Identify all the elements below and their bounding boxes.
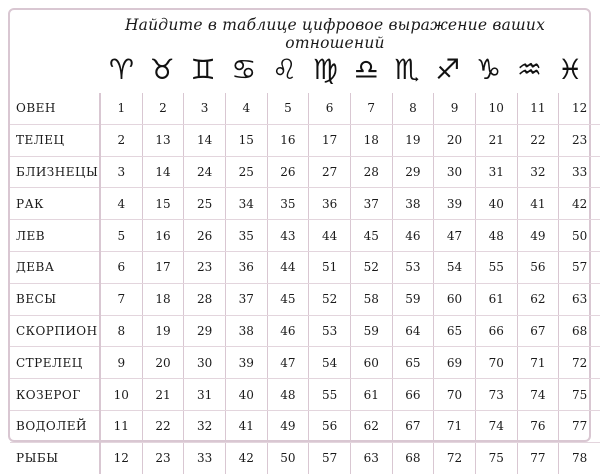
table-cell: 34 — [225, 188, 267, 220]
table-cell: 33 — [559, 156, 600, 188]
zodiac-icons-header — [101, 50, 591, 90]
table-row — [10, 124, 600, 156]
table-cell: 41 — [225, 410, 267, 442]
table-cell: 53 — [392, 251, 434, 283]
table-cell: 56 — [309, 410, 351, 442]
table-cell: 57 — [309, 442, 351, 473]
table-cell: 71 — [434, 410, 476, 442]
table-cell: 72 — [434, 442, 476, 473]
table-cell: 36 — [225, 251, 267, 283]
table-cell: 53 — [309, 315, 351, 347]
table-cell: 44 — [309, 220, 351, 252]
table-cell: 2 — [100, 124, 142, 156]
table-cell: 75 — [559, 379, 600, 411]
table-cell: 18 — [142, 283, 184, 315]
row-sign-label: ЛЕВ — [10, 220, 100, 252]
table-cell: 30 — [184, 347, 226, 379]
table-cell: 26 — [184, 220, 226, 252]
row-sign-label: РЫБЫ — [10, 442, 100, 473]
table-cell: 16 — [267, 124, 309, 156]
table-cell: 45 — [350, 220, 392, 252]
table-cell: 4 — [100, 188, 142, 220]
table-cell: 55 — [309, 379, 351, 411]
table-cell: 54 — [309, 347, 351, 379]
table-cell: 3 — [100, 156, 142, 188]
table-cell: 23 — [142, 442, 184, 473]
table-cell: 78 — [571, 451, 588, 466]
table-cell: 25 — [225, 156, 267, 188]
table-cell: 31 — [475, 156, 517, 188]
table-cell: 40 — [475, 188, 517, 220]
table-cell: 7 — [100, 283, 142, 315]
table-cell: 63 — [350, 442, 392, 473]
table-cell: 12 — [100, 442, 142, 473]
table-cell: 72 — [559, 347, 600, 379]
table-cell: 48 — [267, 379, 309, 411]
table-cell: 13 — [142, 124, 184, 156]
table-cell: 31 — [184, 379, 226, 411]
row-sign-label: СТРЕЛЕЦ — [10, 347, 100, 379]
table-cell: 16 — [142, 220, 184, 252]
scorpio-icon: ♏ — [394, 53, 420, 86]
pisces-icon: ♓ — [557, 53, 583, 86]
table-cell: 25 — [184, 188, 226, 220]
sagittarius-icon: ♐ — [435, 53, 461, 86]
aquarius-icon: ♒ — [516, 53, 542, 86]
table-cell: 68 — [559, 315, 600, 347]
table-cell: 41 — [517, 188, 559, 220]
table-cell: 70 — [434, 379, 476, 411]
table-cell: 19 — [142, 315, 184, 347]
table-row — [10, 410, 600, 442]
table-cell: 28 — [350, 156, 392, 188]
table-cell: 3 — [184, 93, 226, 124]
virgo-icon: ♍ — [312, 53, 338, 86]
table-cell: 45 — [267, 283, 309, 315]
table-cell: 73 — [475, 379, 517, 411]
table-cell: 36 — [309, 188, 351, 220]
table-cell: 48 — [475, 220, 517, 252]
table-cell: 27 — [309, 156, 351, 188]
table-cell: 19 — [392, 124, 434, 156]
table-cell: 32 — [184, 410, 226, 442]
table-cell: 10 — [475, 93, 517, 124]
table-cell: 50 — [267, 442, 309, 473]
table-cell: 59 — [350, 315, 392, 347]
table-cell: 69 — [434, 347, 476, 379]
table-cell: 60 — [434, 283, 476, 315]
table-cell: 33 — [184, 442, 226, 473]
table-cell: 11 — [517, 93, 559, 124]
row-sign-label: ВЕСЫ — [10, 283, 100, 315]
table-cell: 42 — [225, 442, 267, 473]
table-cell: 14 — [184, 124, 226, 156]
table-cell: 20 — [142, 347, 184, 379]
row-sign-label: ТЕЛЕЦ — [10, 124, 100, 156]
table-cell: 26 — [267, 156, 309, 188]
cancer-icon: ♋ — [231, 53, 257, 86]
table-cell: 59 — [392, 283, 434, 315]
table-cell: 17 — [309, 124, 351, 156]
row-sign-label: РАК — [10, 188, 100, 220]
table-cell: 37 — [350, 188, 392, 220]
table-cell: 43 — [267, 220, 309, 252]
table-cell: 66 — [392, 379, 434, 411]
table-cell: 22 — [142, 410, 184, 442]
table-cell: 38 — [225, 315, 267, 347]
table-cell: 15 — [225, 124, 267, 156]
table-cell: 14 — [142, 156, 184, 188]
table-cell: 7 — [350, 93, 392, 124]
table-cell: 15 — [142, 188, 184, 220]
table-cell: 4 — [225, 93, 267, 124]
table-cell: 18 — [350, 124, 392, 156]
table-cell: 62 — [517, 283, 559, 315]
table-cell: 60 — [350, 347, 392, 379]
table-cell: 66 — [475, 315, 517, 347]
table-cell: 75 — [475, 442, 517, 473]
table-cell: 47 — [267, 347, 309, 379]
table-row — [10, 251, 600, 283]
table-cell: 49 — [517, 220, 559, 252]
table-cell: 44 — [267, 251, 309, 283]
table-cell: 6 — [100, 251, 142, 283]
table-cell: 10 — [100, 379, 142, 411]
page-title: Найдите в таблице цифровое выражение ваших отношений — [124, 16, 546, 52]
row-sign-label: ДЕВА — [10, 251, 100, 283]
table-row — [10, 188, 600, 220]
table-cell: 40 — [225, 379, 267, 411]
table-cell: 42 — [559, 188, 600, 220]
row-sign-label: ОВЕН — [10, 93, 100, 124]
compatibility-table — [10, 93, 600, 474]
table-cell: 52 — [309, 283, 351, 315]
table-row — [10, 283, 600, 315]
table-cell: 12 — [559, 93, 600, 124]
table-cell: 39 — [434, 188, 476, 220]
table-cell: 61 — [475, 283, 517, 315]
table-cell: 68 — [392, 442, 434, 473]
table-cell: 37 — [225, 283, 267, 315]
table-cell: 22 — [517, 124, 559, 156]
table-cell: 32 — [517, 156, 559, 188]
table-cell: 47 — [434, 220, 476, 252]
table-cell: 29 — [184, 315, 226, 347]
capricorn-icon: ♑ — [476, 53, 502, 86]
table-row — [10, 347, 600, 379]
table-cell: 65 — [392, 347, 434, 379]
table-cell: 2 — [142, 93, 184, 124]
table-row — [10, 156, 600, 188]
table-cell: 63 — [559, 283, 600, 315]
table-cell: 64 — [392, 315, 434, 347]
table-cell: 55 — [475, 251, 517, 283]
table-cell: 50 — [559, 220, 600, 252]
table-cell: 71 — [517, 347, 559, 379]
table-cell: 29 — [392, 156, 434, 188]
table-cell: 5 — [100, 220, 142, 252]
table-cell: 54 — [434, 251, 476, 283]
table-cell: 70 — [475, 347, 517, 379]
table-cell: 8 — [392, 93, 434, 124]
taurus-icon: ♉ — [149, 53, 175, 86]
table-cell: 20 — [434, 124, 476, 156]
table-cell: 57 — [559, 251, 600, 283]
table-row — [10, 93, 600, 124]
table-cell: 38 — [392, 188, 434, 220]
table-cell: 52 — [350, 251, 392, 283]
table-cell: 6 — [309, 93, 351, 124]
table-cell: 21 — [142, 379, 184, 411]
table-cell: 76 — [517, 410, 559, 442]
table-cell: 51 — [309, 251, 351, 283]
gemini-icon: ♊ — [190, 53, 216, 86]
table-row — [10, 315, 600, 347]
row-sign-label: ВОДОЛЕЙ — [10, 410, 100, 442]
row-sign-label: СКОРПИОН — [10, 315, 100, 347]
table-cell: 1 — [100, 93, 142, 124]
table-cell: 58 — [350, 283, 392, 315]
table-cell: 65 — [434, 315, 476, 347]
table-cell: 77 — [517, 442, 559, 473]
row-sign-label: БЛИЗНЕЦЫ — [10, 156, 100, 188]
table-cell: 74 — [517, 379, 559, 411]
table-cell: 21 — [475, 124, 517, 156]
table-cell: 35 — [267, 188, 309, 220]
table-row — [10, 442, 600, 473]
table-cell: 28 — [184, 283, 226, 315]
table-cell: 35 — [225, 220, 267, 252]
table-cell: 77 — [559, 410, 600, 442]
table-row — [10, 379, 600, 411]
table-cell: 8 — [100, 315, 142, 347]
libra-icon: ♎ — [353, 53, 379, 86]
table-cell: 24 — [184, 156, 226, 188]
table-cell: 11 — [100, 410, 142, 442]
table-cell: 46 — [267, 315, 309, 347]
table-row — [10, 220, 600, 252]
table-cell: 9 — [100, 347, 142, 379]
table-cell: 5 — [267, 93, 309, 124]
aries-icon: ♈ — [108, 53, 134, 86]
table-cell: 39 — [225, 347, 267, 379]
table-cell: 30 — [434, 156, 476, 188]
table-cell: 46 — [392, 220, 434, 252]
table-cell: 62 — [350, 410, 392, 442]
table-cell: 56 — [517, 251, 559, 283]
leo-icon: ♌ — [272, 53, 298, 86]
table-cell: 67 — [517, 315, 559, 347]
table-cell: 17 — [142, 251, 184, 283]
table-cell: 67 — [392, 410, 434, 442]
table-cell: 23 — [559, 124, 600, 156]
table-cell: 74 — [475, 410, 517, 442]
table-cell: 61 — [350, 379, 392, 411]
table-cell: 49 — [267, 410, 309, 442]
table-cell: 9 — [434, 93, 476, 124]
table-cell: 23 — [184, 251, 226, 283]
row-sign-label: КОЗЕРОГ — [10, 379, 100, 411]
